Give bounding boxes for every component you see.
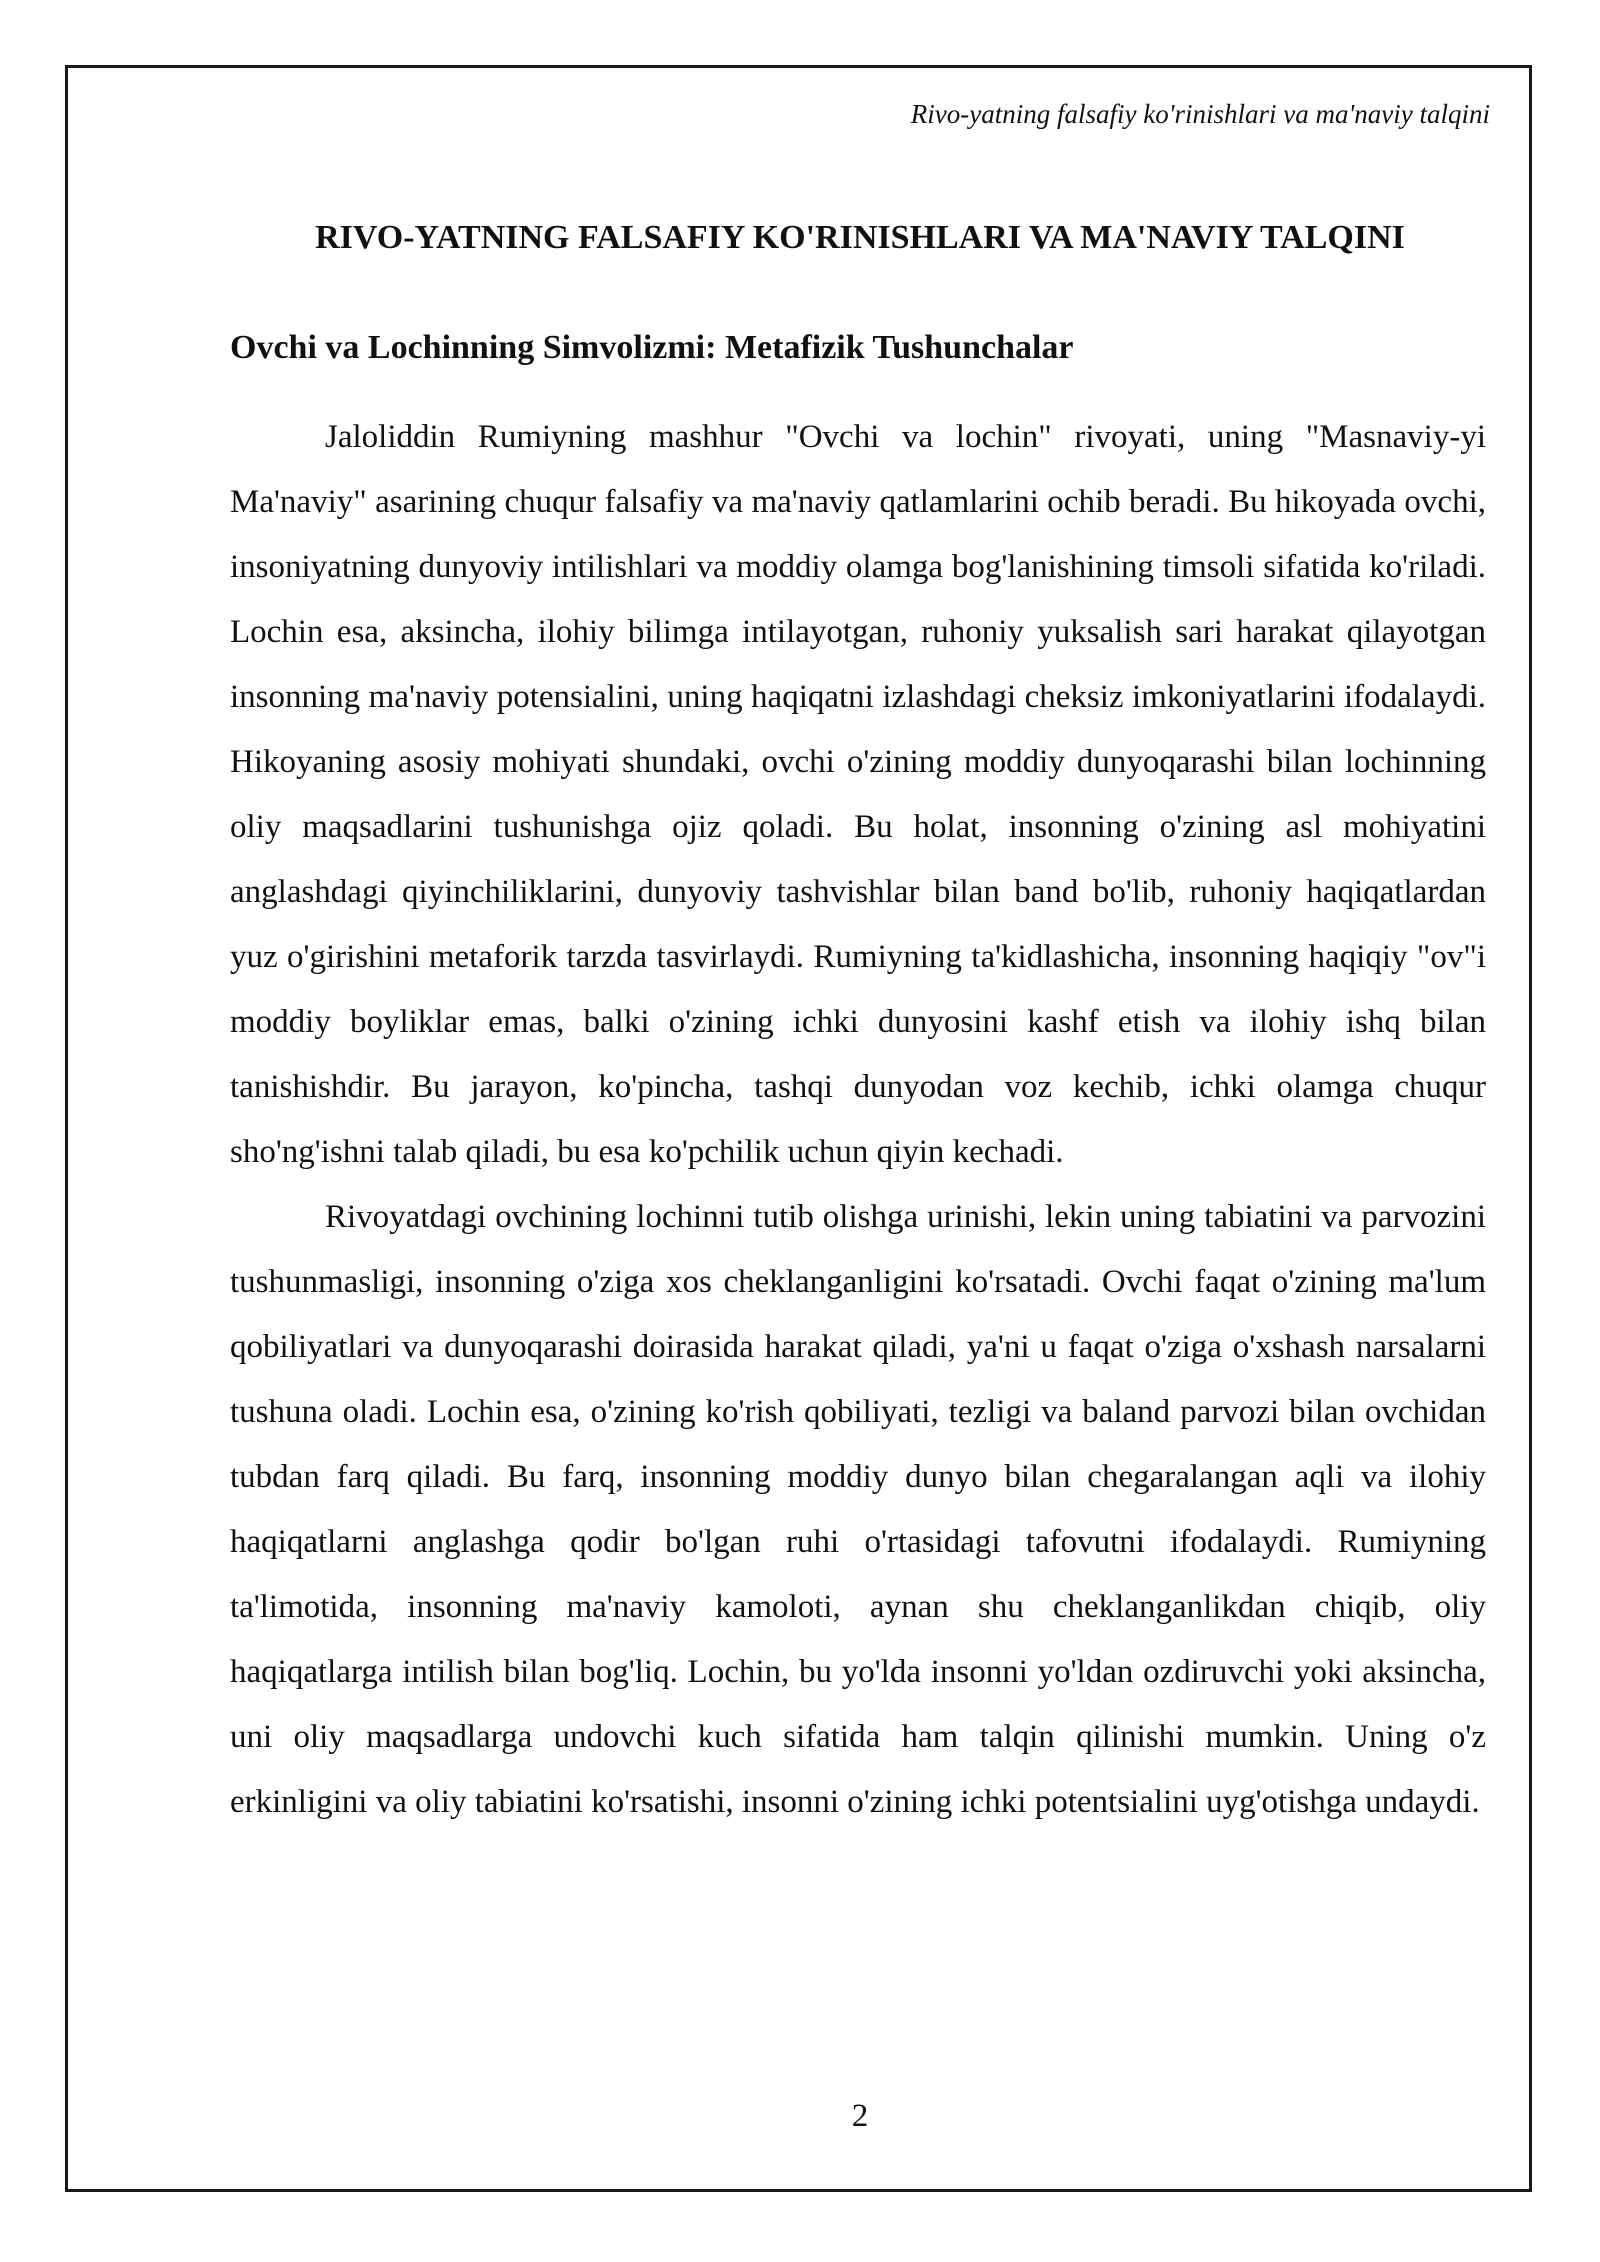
- running-header: Rivo-yatning falsafiy ko'rinishlari va ma'naviy talqini: [910, 99, 1490, 129]
- body-text: [230, 405, 1486, 1835]
- document-title: RIVO-YATNING FALSAFIY KO'RINISHLARI VA MA'NAVIY TALQINI: [315, 219, 1405, 256]
- paragraph-1: Jaloliddin Rumiyning mashhur "Ovchi va lochin" rivoyati, uning "Masnaviy-yi Ma'naviy" asarining chuqur falsafiy va ma'naviy qatlamlarini ochib beradi. Bu hikoyada ovchi, insoniyatning dunyoviy intilishlari va moddiy olamga bog'lanishining timsoli sifatida ko'riladi. Lochin esa, aksincha, ilohiy bilimga intilayotgan, ruhoniy yuksalish sari harakat qilayotgan insonning ma'naviy potensialini, uning haqiqatni izlashdagi cheksiz imkoniyatlarini ifodalaydi. Hikoyaning asosiy mohiyati shundaki, ovchi o'zining moddiy dunyoqarashi bilan lochinning oliy maqsadlarini tushunishga ojiz qoladi. Bu holat, insonning o'zining asl mohiyatini anglashdagi qiyinchiliklarini, dunyoviy tashvishlar bilan band bo'lib, ruhoniy haqiqatlardan yuz o'girishini metaforik tarzda tasvirlaydi. Rumiyning ta'kidlashicha, insonning haqiqiy "ov"i moddiy boyliklar emas, balki o'zining ichki dunyosini kashf etish va ilohiy ishq bilan tanishishdir. Bu jarayon, ko'pincha, tashqi dunyodan voz kechib, ichki olamga chuqur sho'ng'ishni talab qiladi, bu esa ko'pchilik uchun qiyin kechadi.: [230, 419, 1486, 1170]
- section-heading: Ovchi va Lochinning Simvolizmi: Metafizik Tushunchalar: [230, 329, 1074, 366]
- paragraph-2: Rivoyatdagi ovchining lochinni tutib olishga urinishi, lekin uning tabiatini va parvozini tushunmasligi, insonning o'ziga xos cheklanganligini ko'rsatadi. Ovchi faqat o'zining ma'lum qobiliyatlari va dunyoqarashi doirasida harakat qiladi, ya'ni u faqat o'ziga o'xshash narsalarni tushuna oladi. Lochin esa, o'zining ko'rish qobiliyati, tezligi va baland parvozi bilan ovchidan tubdan farq qiladi. Bu farq, insonning moddiy dunyo bilan chegaralangan aqli va ilohiy haqiqatlarni anglashga qodir bo'lgan ruhi o'rtasidagi tafovutni ifodalaydi. Rumiyning ta'limotida, insonning ma'naviy kamoloti, aynan shu cheklanganlikdan chiqib, oliy haqiqatlarga intilish bilan bog'liq. Lochin, bu yo'lda insonni yo'ldan ozdiruvchi yoki aksincha, uni oliy maqsadlarga undovchi kuch sifatida ham talqin qilinishi mumkin. Uning o'z erkinligini va oliy tabiatini ko'rsatishi, insonni o'zining ichki potentsialini uyg'otishga undaydi.: [230, 1199, 1486, 1820]
- page-number: 2: [851, 2098, 869, 2134]
